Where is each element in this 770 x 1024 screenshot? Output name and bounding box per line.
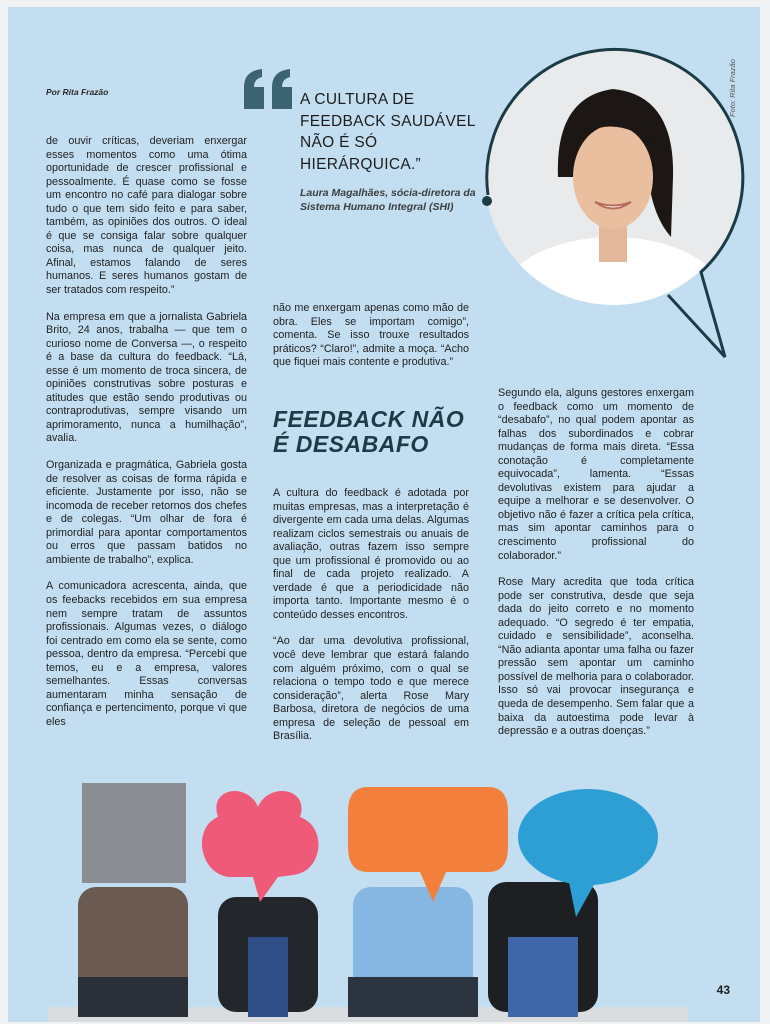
- paragraph: de ouvir críticas, deveriam enxergar esses momentos como uma ótima oportunidade de crescer profissional e pessoalmente. É quase como se fosse um encontro no café para dialogar sobre tudo o que tem sido feito e para saber, também, as opiniões dos outros. O ideal é que se consiga falar sobre qualquer coisa, mas nunca de qualquer jeito. Afinal, estamos falando de seres humanos. E seres humanos gostam de ser tratados com respeito.”: [46, 135, 247, 297]
- paragraph: A comunicadora acrescenta, ainda, que os feebacks recebidos em sua empresa nem sempre tratam de assuntos profissionais. Algumas vezes, o diálogo foi centrado em como ela se sente, como pessoa, dentro da empresa. “Percebi que temos, eu e a empresa, valores semelhantes. Essas conversas aumentaram minha sensação de confiança e pertencimento, porque vi que eles: [46, 580, 247, 728]
- paragraph: não me enxergam apenas como mão de obra. Eles se importam comigo”, comenta. Se isso trouxe resultados práticos? “Claro!”, admite a moça. “Acho que fiquei mais contente e produtiva.”: [273, 302, 469, 369]
- paragraph: Rose Mary acredita que toda crítica pode ser construtiva, desde que seja dada do jeito correto e no momento adequado. “O segredo é ter empatia, cuidado e sensibilidade”, aconselha. “Não adianta apontar uma falha ou fazer pressão sem apontar um caminho possível de melhoria para o colaborador. Isso só vai provocar insegurança e queda de desempenho. Sem falar que a baixa da autoestima pode levar à depressão e a outras doenças.”: [498, 576, 694, 738]
- paragraph: Na empresa em que a jornalista Gabriela Brito, 24 anos, trabalha — que tem o curioso nome de Conversa —, o respeito é a base da cultura do feedback. “Lá, esse é um momento de troca sincera, de opiniões construtivas sobre posturas e atitudes que estão sendo produtivas ou contraprodutivas, sempre visando um aprimoramento, nunca a humilhação”, avalia.: [46, 310, 247, 445]
- paragraph: Segundo ela, alguns gestores enxergam o feedback como um momento de “desabafo”, no qual podem apontar as falhas dos subordinados e cobrar mudanças de forma mais direta. “Essa conotação é completamente equivocada”, lamenta. “Essas devolutivas existem para ajudar a equipe a melhorar e se desenvolver. O objetivo não é fazer a crítica pela crítica, mas sim apontar caminhos para o crescimento profissional do colaborador.”: [498, 387, 694, 562]
- paragraph: A cultura do feedback é adotada por muitas empresas, mas a interpretação é divergente em cada uma delas. Algumas realizam ciclos semestrais ou anuais de avaliação, outras fazem isso sempre que um profissional é promovido ou ao final de cada projeto realizado. A verdade é que a periodicidade não importa tanto. Importante mesmo é o conteúdo desses encontros.: [273, 487, 469, 621]
- article-column-2-top: [273, 302, 469, 383]
- blue-speech-bubble: [518, 789, 658, 885]
- photo-credit: Foto: Rita Frazão: [728, 59, 737, 117]
- quote-attribution: Laura Magalhães, sócia-diretora da Sistema Humano Integral (SHI): [300, 187, 476, 213]
- portrait-photo: [463, 27, 760, 387]
- orange-speech-bubble: [348, 787, 508, 902]
- quote-mark-icon: [242, 65, 298, 111]
- speech-bubbles-illustration: [48, 777, 688, 1022]
- article-column-1: [46, 135, 247, 742]
- pull-quote: A CULTURA DE FEEDBACK SAUDÁVEL NÃO É SÓ HIERÁRQUICA.”: [300, 91, 476, 173]
- byline: Por Rita Frazão: [46, 87, 109, 97]
- magazine-page: [8, 7, 760, 1022]
- pink-speech-bubble: [202, 791, 318, 902]
- paragraph: Organizada e pragmática, Gabriela gosta de resolver as coisas de forma rápida e eficiente. Justamente por isso, não se incomoda de receber retornos dos chefes e de colegas. “Um olhar de fora é primordial para apontar comportamentos ou erros que passam batidos no ambiente de trabalho”, explica.: [46, 459, 247, 566]
- article-column-3: [498, 387, 694, 752]
- section-heading: FEEDBACK NÃO É DESABAFO: [273, 406, 465, 457]
- page-number: 43: [716, 983, 730, 997]
- article-column-2-bottom: [273, 487, 469, 757]
- gray-speech-bubble: [82, 783, 186, 883]
- paragraph: “Ao dar uma devolutiva profissional, você deve lembrar que estará falando com alguém próximo, com o qual se relaciona o tempo todo e que merece consideração”, alerta Rose Mary Barbosa, diretora de negócios de uma empresa de seleção de pessoal em Brasília.: [273, 635, 469, 743]
